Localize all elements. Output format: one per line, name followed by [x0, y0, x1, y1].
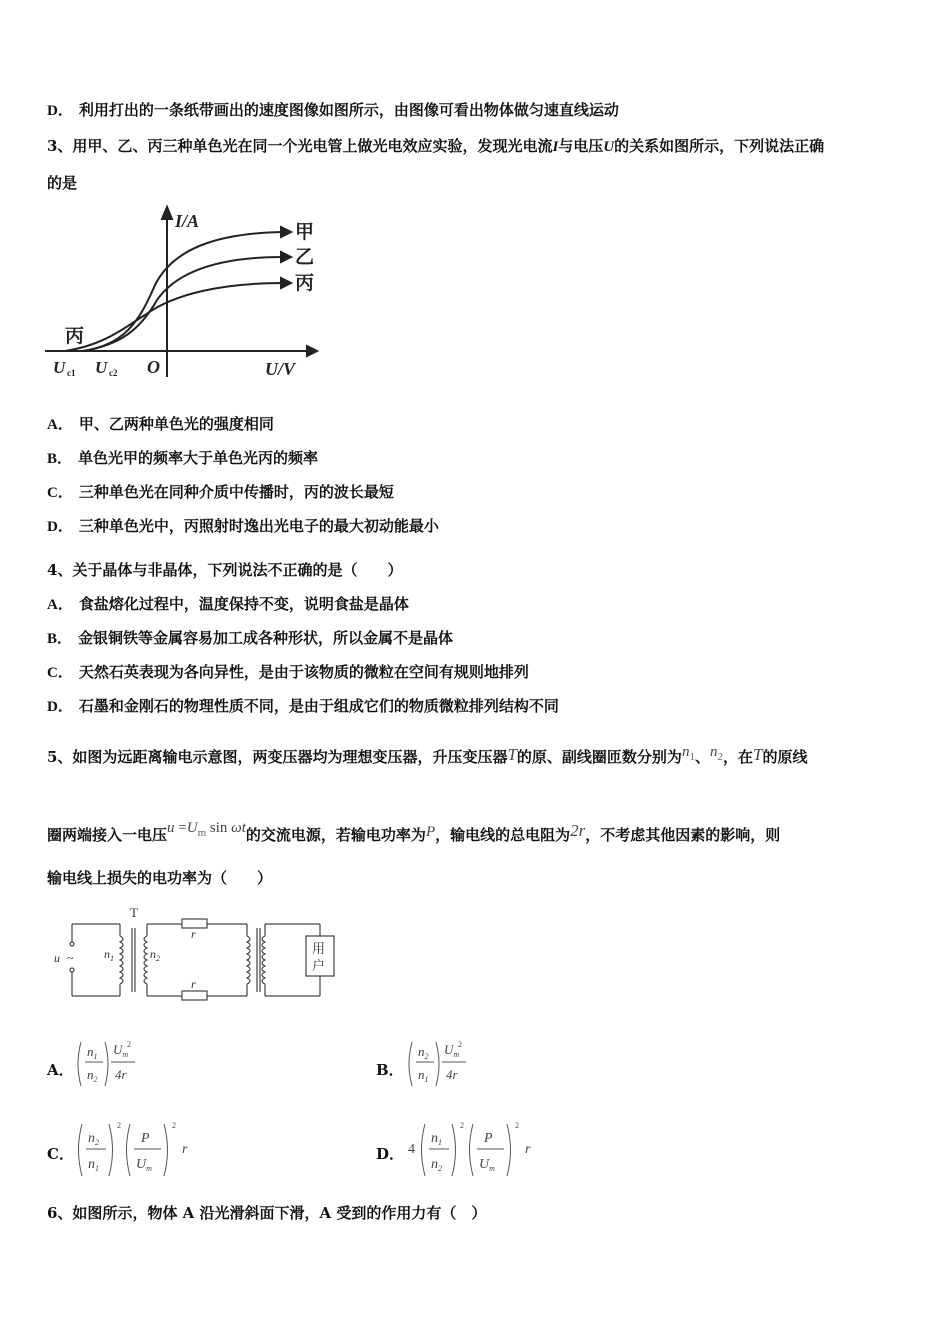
q4-option-a-text: 食盐熔化过程中，温度保持不变，说明食盐是晶体	[78, 595, 409, 613]
svg-text:P: P	[484, 1131, 493, 1146]
q3-uc2-label: U	[95, 358, 108, 377]
q5-sym-2r: 2r	[570, 821, 586, 840]
q5-fig-user-1: 用	[312, 942, 326, 957]
q3-curve-bing	[65, 283, 283, 351]
svg-text:n1: $n_1$	[87, 1044, 98, 1061]
svg-text:r: r	[182, 1142, 188, 1157]
q3-uc1-label: U	[53, 358, 66, 377]
svg-text:n1: $n_1$	[431, 1131, 442, 1147]
q5-sym-t2: T	[752, 745, 763, 764]
svg-text:n2: $n_2$	[431, 1157, 442, 1173]
svg-text:2: 2	[127, 1040, 131, 1049]
svg-text:n1: $n_1$	[88, 1157, 99, 1173]
svg-text:2: 2	[458, 1040, 462, 1049]
q3-x-arrow	[307, 346, 317, 356]
q4-option-d: D． 石墨和金刚石的物理性质不同，是由于组成它们的物质微粒排列结构不同	[47, 697, 559, 715]
q4-option-d-text: 石墨和金刚石的物理性质不同，是由于组成它们的物质微粒排列结构不同	[78, 697, 559, 715]
q3-label-yi: 乙	[295, 246, 315, 268]
svg-text:2: 2	[117, 1121, 121, 1130]
q5-stem-line2: 圈两端接入一电压$u =U_m$ sin ωt的交流电源，若输电功率为P，输电线的总电阻为2r，不考虑其他因素的影响，则	[47, 820, 781, 844]
q5-option-d-formula	[406, 1120, 551, 1182]
q3-option-a-text: 甲、乙两种单色光的强度相同	[78, 415, 274, 433]
q3-option-c: C． 三种单色光在同种介质中传播时，丙的波长最短	[47, 483, 394, 501]
q5-sym-n1: $n_1$	[681, 744, 695, 763]
q3-stem-line1	[47, 136, 824, 157]
q6-stem: 6、如图所示，物体 A 沿光滑斜面下滑，A 受到的作用力有（ ）	[47, 1204, 487, 1222]
q5-fig-r-top: r	[191, 927, 196, 941]
svg-text:2: 2	[515, 1121, 519, 1130]
svg-text:n2: $n_2$	[87, 1067, 98, 1084]
q3-option-c-text: 三种单色光在同种介质中传播时，丙的波长最短	[78, 483, 394, 501]
q3-option-a: A． 甲、乙两种单色光的强度相同	[47, 415, 274, 433]
q3-stem-line2: 的是	[47, 174, 78, 192]
q3-uc1-sub: c1	[67, 368, 76, 378]
q5-fig-r-bottom: r	[191, 977, 196, 991]
q4-option-b-text: 金银铜铁等金属容易加工成各种形状，所以金属不是晶体	[78, 629, 454, 647]
q3-var-u: U	[603, 139, 615, 155]
q2-option-d: D． 利用打出的一条纸带画出的速度图像如图所示，由图像可看出物体做匀速直线运动	[47, 101, 619, 119]
q5-stem-line3: 输电线上损失的电功率为（ ）	[47, 869, 273, 887]
q4-option-c: C． 天然石英表现为各向异性，是由于该物质的微粒在空间有规则地排列	[47, 663, 529, 681]
svg-text:n2: $n_2$	[418, 1044, 429, 1061]
q3-stem-part1: 3、用甲、乙、丙三种单色光在同一个光电管上做光电效应实验，发现光电流	[47, 137, 553, 155]
q3-label-jia: 甲	[295, 221, 315, 243]
q5-option-c-letter: C．	[47, 1145, 74, 1163]
q5-formula: $u =U_m$ sin ωt	[167, 820, 246, 839]
q5-fig-n1: $n_1$	[104, 947, 114, 963]
q5-fig-u-label: u	[54, 951, 60, 965]
q5-option-a-letter: A．	[47, 1061, 74, 1079]
q3-left-label-bing: 丙	[65, 325, 85, 347]
q4-option-a: A． 食盐熔化过程中，温度保持不变，说明食盐是晶体	[47, 595, 409, 613]
q5-stem-line1: 5、如图为远距离输电示意图，两变压器均为理想变压器，升压变压器T的原、副线圈匝数分别为$n_1$、$n_2$，在T的原线	[47, 744, 808, 766]
q5-sym-t: T	[507, 745, 517, 764]
q3-curve-yi	[83, 257, 283, 351]
q5-option-b-letter: B．	[376, 1061, 404, 1079]
q4-stem: 4、关于晶体与非晶体，下列说法不正确的是（ ）	[47, 561, 403, 579]
q5-option-d-letter: D．	[376, 1145, 405, 1163]
svg-text:4: 4	[408, 1142, 415, 1157]
q3-y-arrow	[162, 207, 172, 219]
q5-fig-t-label: T	[130, 905, 138, 920]
q3-option-d-text: 三种单色光中，丙照射时逸出光电子的最大初动能最小	[78, 517, 439, 535]
svg-text:2: 2	[460, 1121, 464, 1130]
svg-text:n1: $n_1$	[418, 1067, 429, 1084]
svg-text:4r: 4r	[115, 1067, 127, 1082]
q5-option-a-formula	[75, 1040, 155, 1096]
q5-sym-p: P	[425, 824, 436, 840]
q3-var-i: I	[552, 139, 559, 155]
q3-uc2-sub: c2	[109, 368, 118, 378]
q3-option-b-text: 单色光甲的频率大于单色光丙的频率	[78, 449, 319, 467]
q3-y-axis-label: I/A	[175, 211, 200, 231]
svg-text:Um: $U_m$	[444, 1042, 460, 1059]
q4-option-b: B． 金银铜铁等金属容易加工成各种形状，所以金属不是晶体	[47, 629, 454, 647]
q3-stem-part2: 与电压	[558, 137, 604, 155]
svg-text:4r: 4r	[446, 1067, 458, 1082]
svg-text:2: 2	[172, 1121, 176, 1130]
q3-x-axis-label: U/V	[265, 359, 296, 379]
svg-text:Um: $U_m$	[113, 1042, 129, 1059]
svg-text:r: r	[525, 1142, 531, 1157]
q2-option-d-text: 利用打出的一条纸带画出的速度图像如图所示，由图像可看出物体做匀速直线运动	[78, 101, 619, 119]
q3-origin-label: O	[147, 357, 160, 377]
q5-fig-user-2: 户	[312, 959, 326, 974]
q5-option-c-formula	[75, 1120, 205, 1182]
svg-text:P: P	[141, 1131, 150, 1146]
q3-stem-part3: 的关系如图所示，下列说法正确	[614, 137, 825, 155]
q4-option-c-text: 天然石英表现为各向异性，是由于该物质的微粒在空间有规则地排列	[78, 663, 529, 681]
q5-option-b-formula	[406, 1040, 486, 1096]
q3-curve-jia	[83, 232, 283, 351]
svg-text:Um: $U_m$	[136, 1157, 152, 1173]
q5-circuit-figure	[52, 906, 352, 1006]
q5-fig-tilde: ~	[67, 951, 74, 965]
q3-option-b: B． 单色光甲的频率大于单色光丙的频率	[47, 449, 319, 467]
q5-sym-n2: $n_2$	[709, 744, 723, 763]
q3-option-d: D． 三种单色光中，丙照射时逸出光电子的最大初动能最小	[47, 517, 439, 535]
q5-resistor-bottom	[182, 991, 207, 1000]
q5-fig-n2: $n_2$	[150, 947, 160, 963]
svg-text:n2: $n_2$	[88, 1131, 99, 1147]
svg-text:Um: $U_m$	[479, 1157, 495, 1173]
q3-label-bing: 丙	[295, 272, 315, 294]
q3-iu-figure	[45, 205, 335, 385]
